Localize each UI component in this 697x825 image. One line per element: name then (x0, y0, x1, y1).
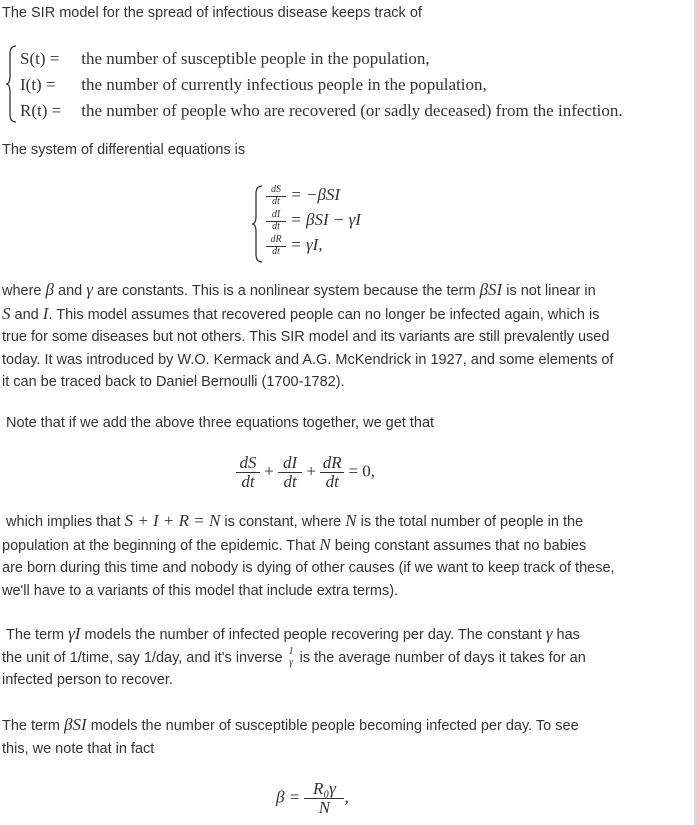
paragraph-nonlinear: where β and γ are constants. This is a nonlinear system because the term βSI is not linear in S and I. This model assumes that recovered people can no longer be infected again, which is true for some diseases but not others. This SIR model and its variants are still prevalently used today. It was introduced by W.O. Kermack and A.G. McKendrick in 1927, and some elements of it can be traced back to Daniel Bernoulli (1700-1782). (2, 280, 614, 391)
ode-r: $\frac{dR}{dt}$ = γI, (266, 235, 323, 257)
definition-i: I(t) = the number of currently infectious people in the population, (20, 75, 487, 94)
left-brace (6, 44, 18, 124)
sum-equation: $\frac{dS}{dt}$ + $\frac{dI}{dt}$ + $\frac{dR}{dt}$ = 0, (236, 454, 375, 491)
paragraph-sum: Note that if we add the above three equations together, we get that (6, 415, 435, 431)
definition-s: S(t) = the number of susceptible people in the population, (20, 49, 430, 68)
intro-text: The SIR model for the spread of infectious disease keeps track of (2, 5, 422, 21)
beta-equation: β = $\frac{\text{R₀γ}}{N}$ , (276, 779, 349, 817)
paragraph-gamma: The term γI models the number of infected people recovering per day. The constant γ has the unit of 1/time, say 1/day, and it's inverse 1 γ is the average number of days it takes for an infected person to recover. (2, 624, 586, 689)
paragraph-beta: The term βSI models the number of susceptible people becoming infected per day. To see this, we note that in fact (2, 715, 579, 757)
ode-i: $\frac{dI}{dt}$ = βSI − γI (266, 210, 361, 232)
paragraph-constant: which implies that S + I + R = N is constant, where N is the total number of people in the population at the beginning of the epidemic. That N being constant assumes that no babies are born during this time and nobody is dying of other causes (if we want to keep track of these, we'll have to a variants of this model that include extra terms). (2, 511, 615, 599)
system-intro: The system of differential equations is (2, 142, 246, 158)
definition-r: R(t) = the number of people who are recovered (or sadly deceased) from the infection. (20, 101, 623, 120)
ode-s: $\frac{dS}{dt}$ = −βSI (266, 185, 340, 207)
system-brace (252, 184, 264, 264)
